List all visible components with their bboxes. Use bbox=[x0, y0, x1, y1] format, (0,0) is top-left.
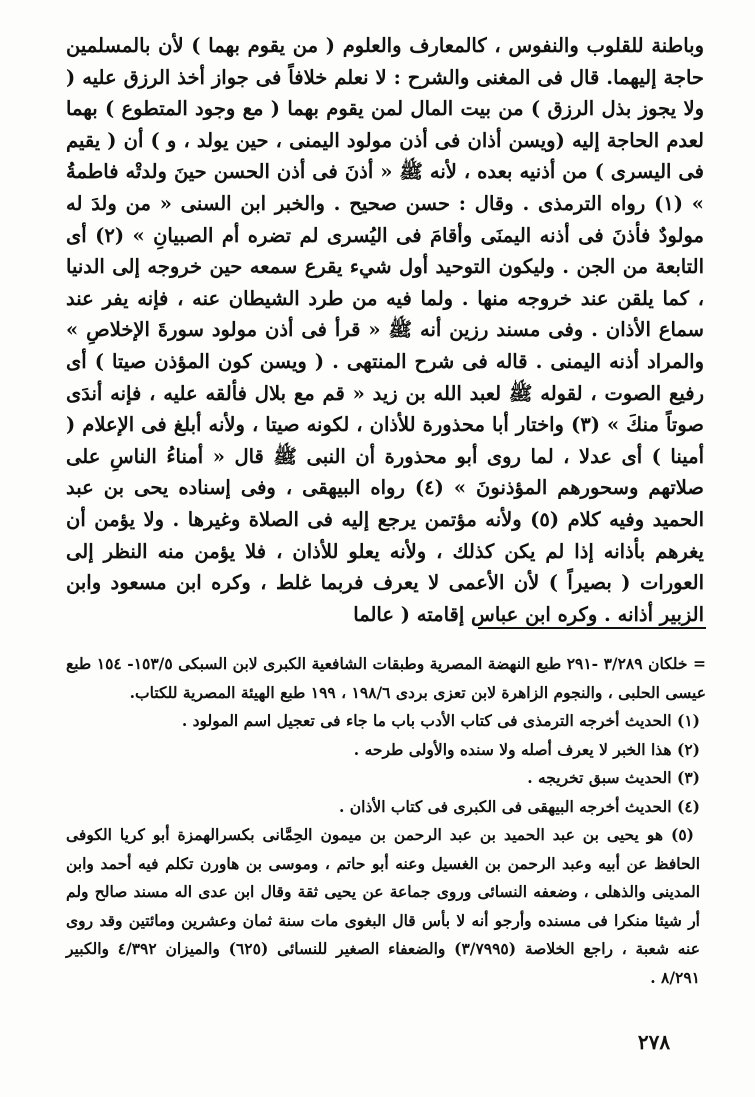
footnotes-block bbox=[66, 650, 706, 992]
main-paragraph: وباطنة للقلوب والنفوس ، كالمعارف والعلوم ( من يقوم بهما ) لأن بالمسلمين حاجة إليهما. قال فى المغنى والشرح : لا نعلم خلافاً فى جواز أخذ الرزق عليه ( ولا يجوز بذل الرزق ) من بيت المال لمن يقوم بهما ( مع وجود المتطوع ) بهما لعدم الحاجة إليه (ويسن أذان فى أذن مولود اليمنى ، حين يولد ، و ) أن ( يقيم فى اليسرى ) من أذنيه بعده ، لأنه ﷺ « أذنَ فى أذن الحسن حينَ ولدتْه فاطمةُ » (١) رواه الترمذى . وقال : حسن صحيح . والخبر ابن السنى « من ولدَ له مولودٌ فأذنَ فى أذنه اليمنَى وأقامَ فى اليُسرى لم تضره أم الصبيانِ » (٢) أى التابعة من الجن . وليكون التوحيد أول شيء يقرع سمعه حين خروجه إلى الدنيا ، كما يلقن عند خروجه منها . ولما فيه من طرد الشيطان عنه ، فإنه يفر عند سماع الأذان . وفى مسند رزين أنه ﷺ « قرأ فى أذن مولود سورةَ الإخلاصِ » والمراد أذنه اليمنى . قاله فى شرح المنتهى . ( ويسن كون المؤذن صيتا ) أى رفيع الصوت ، لقوله ﷺ لعبد الله بن زيد « قم مع بلال فألقه عليه ، فإنه أندَى صوتاً منكَ » (٣) واختار أبا محذورة للأذان ، لكونه صيتا ، ولأنه أبلغ فى الإعلام ( أمينا ) أى عدلا ، لما روى أبو محذورة أن النبى ﷺ قال « أمناءُ الناسِ على صلاتهم وسحورهم المؤذنونَ » (٤) رواه البيهقى ، وفى إسناده يحى بن عبد الحميد وفيه كلام (٥) ولأنه مؤتمن يرجع إليه فى الصلاة وغيرها . ولا يؤمن أن يغرهم بأذانه إذا لم يكن كذلك ، ولأنه يعلو للأذان ، فلا يؤمن منه النظر إلى العورات ( بصيراً ) لأن الأعمى لا يعرف فربما غلط ، وكره ابن مسعود وابن الزبير أذانه . وكره ابن عباس إقامته ( عالما bbox=[66, 34, 704, 626]
footnote-3: (٣) الحديث سبق تخريجه . bbox=[527, 768, 700, 787]
page-number: ٢٧٨ bbox=[637, 1030, 671, 1054]
footnote-2: (٢) هذا الخبر لا يعرف أصله ولا سنده والأولى طرحه . bbox=[353, 739, 700, 759]
main-text-block bbox=[66, 30, 704, 630]
footnote-5: (٥) هو يحيى بن عبد الحميد بن عبد الرحمن بن ميمون الحِمَّانى بكسرالهمزة أبو كريا الكوفى الحافظ عن أبيه وعبد الرحمن بن الغسيل وعنه أبو حاتم ، وموسى بن هاورن تكلم فيه أحمد وابن المدينى والذهلى ، وضعفه النسائى وروى جماعة عن يحيى ثقة وقال ابن عدى اله مسند صالح ولم أر شيئا منكرا فى مسنده وأرجو أنه لا بأس قال البغوى مات سنة ثمان وعشرين ومائتين وقد روى عنه شعبة ، راجع الخلاصة (٣/٧٩٩٥) والضعفاء الصغير للنسائى (٦٢٥) والميزان ٤/٣٩٢ والكبير ٨/٢٩١ . bbox=[66, 825, 700, 987]
footnote-continuation: = خلكان ٣/٢٨٩ -٢٩١ طبع النهضة المصرية وطبقات الشافعية الكبرى لابن السبكى ١٥٣/٥- ١٥٤ طبع عيسى الحلبى ، والنجوم الزاهرة لابن تعزى بردى ١٩٨/٦ ، ١٩٩ طبع الهيئة المصرية للكتاب. bbox=[66, 654, 706, 702]
footnote-1: (١) الحديث أخرجه الترمذى فى كتاب الأدب باب ما جاء فى تعجيل اسم المولود . bbox=[181, 711, 700, 730]
footnote-4: (٤) الحديث أخرجه البيهقى فى الكبرى فى كتاب الأذان . bbox=[338, 796, 700, 816]
footnote-separator bbox=[478, 627, 706, 629]
